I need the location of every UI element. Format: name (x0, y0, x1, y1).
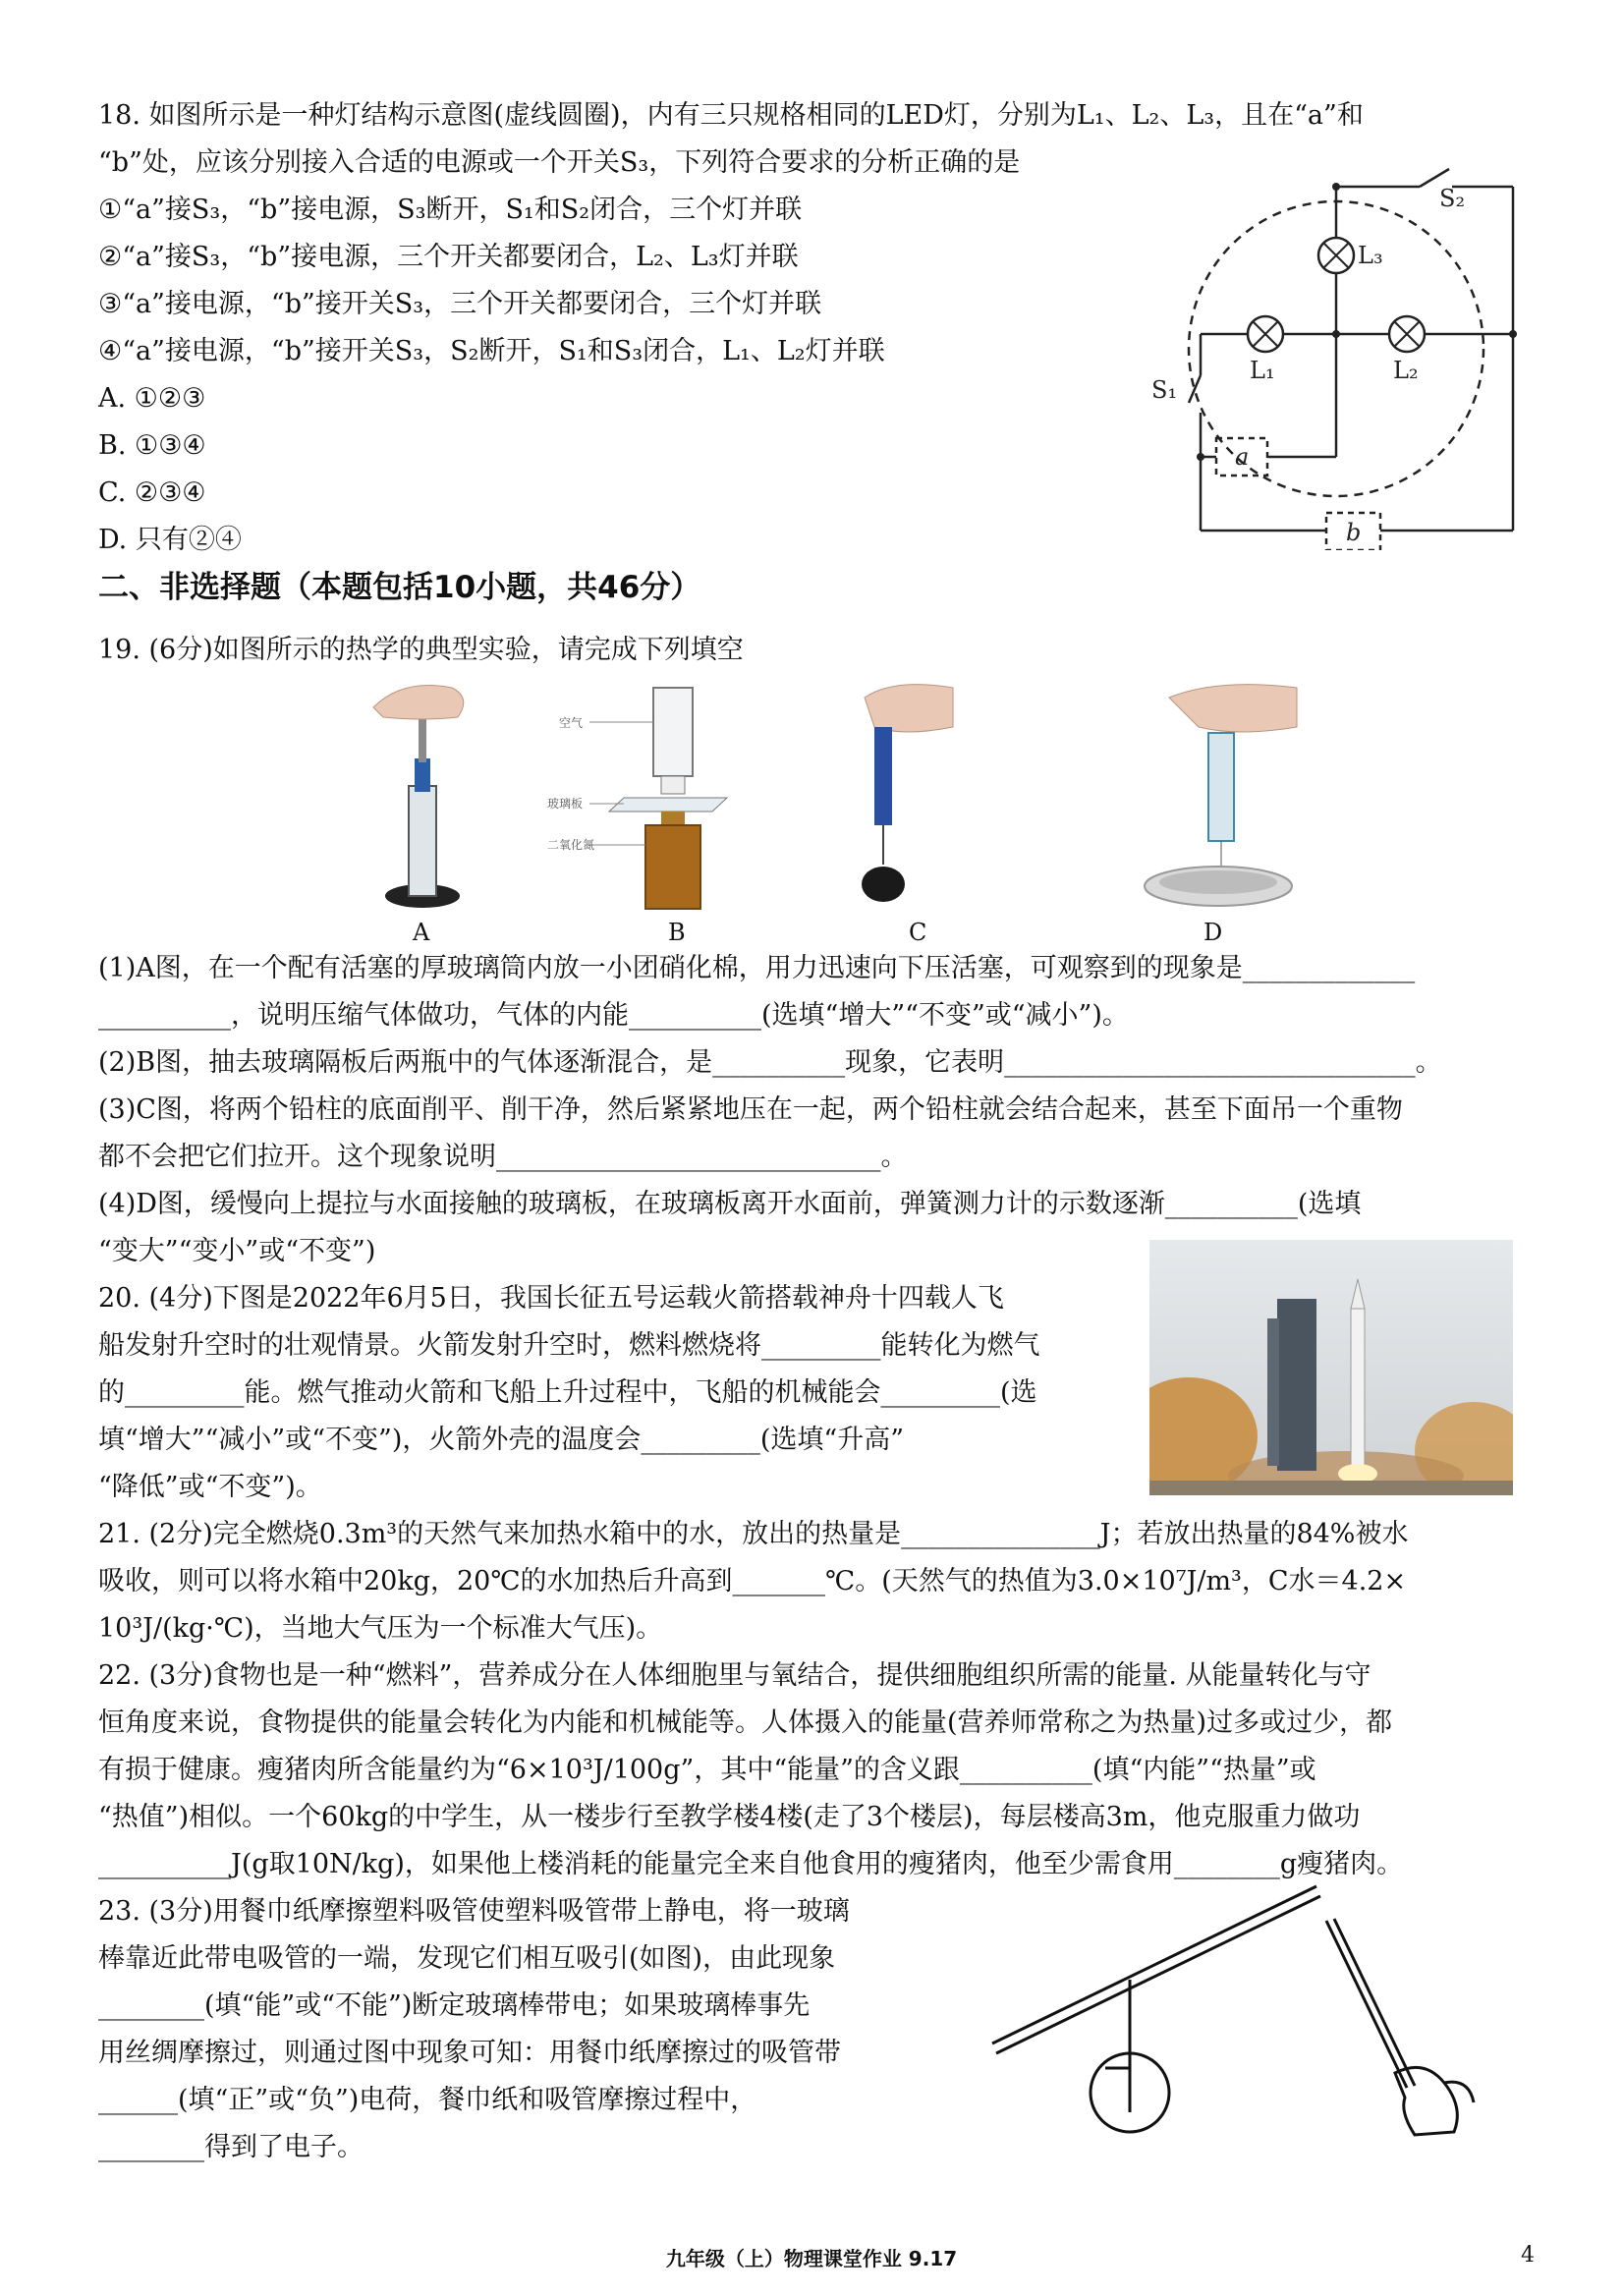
q18-option-1: ①“a”接S₃，“b”接电源，S₃断开，S₁和S₂闭合，三个灯并联 (98, 195, 803, 225)
q23-line-4: 用丝绸摩擦过，则通过图中现象可知：用餐巾纸摩擦过的吸管带 (98, 2038, 841, 2068)
q20-line-4: 填“增大”“减小”或“不变”)，火箭外壳的温度会_________(选填“升高” (98, 1425, 904, 1455)
q22-line-4: “热值”)相似。一个60kg的中学生，从一楼步行至教学楼4楼(走了3个楼层)，每层楼高3m，他克服重力做功 (98, 1802, 1361, 1832)
q19-part-3-line-2: 都不会把它们拉开。这个现象说明_____________________________。 (98, 1142, 908, 1172)
rocket-launch-photo (1149, 1240, 1513, 1495)
q18-line-2: “b”处，应该分别接入合适的电源或一个开关S₃，下列符合要求的分析正确的是 (98, 147, 1021, 178)
figure-d-spring-scale (1130, 678, 1307, 914)
q18-option-2: ②“a”接S₃，“b”接电源，三个开关都要闭合，L₂、L₃灯并联 (98, 242, 799, 272)
q18-choice-c: C. ②③④ (98, 477, 206, 508)
figure-b-label-air: 空气 (559, 716, 584, 730)
q21-line-3: 10³J/(kg·℃)，当地大气压为一个标准大气压)。 (98, 1613, 663, 1644)
figure-c-lead-cylinders (815, 678, 963, 914)
label-s1: S₁ (1151, 376, 1178, 404)
q18-choice-b: B. ①③④ (98, 430, 206, 461)
q19-part-1-line-1: (1)A图，在一个配有活塞的厚玻璃筒内放一小团硝化棉，用力迅速向下压活塞，可观察到的现象是_____________ (98, 953, 1416, 983)
page-footer: 九年级（上）物理课堂作业 9.17 (665, 2247, 958, 2270)
q18-option-3: ③“a”接电源，“b”接开关S₃，三个开关都要闭合，三个灯并联 (98, 289, 822, 319)
page-number: 4 (1521, 2243, 1535, 2268)
q22-line-5: __________J(g取10N/kg)，如果他上楼消耗的能量完全来自他食用的瘦猪肉，他至少需食用________g瘦猪肉。 (98, 1849, 1404, 1879)
q21-line-1: 21. (2分)完全燃烧0.3m³的天然气来加热水箱中的水，放出的热量是_______________J；若放出热量的84%被水 (98, 1519, 1409, 1549)
q21-line-2: 吸收，则可以将水箱中20kg，20℃的水加热后升高到_______℃。(天然气的热值为3.0×10⁷J/m³，C水＝4.2× (98, 1566, 1407, 1596)
q18-option-4: ④“a”接电源，“b”接开关S₃，S₂断开，S₁和S₃闭合，L₁、L₂灯并联 (98, 336, 885, 366)
label-l2: L₂ (1393, 357, 1419, 384)
q18-line-1: 18. 如图所示是一种灯结构示意图(虚线圆圈)，内有三只规格相同的LED灯，分别为L₁、L₂、L₃，且在“a”和 (98, 100, 1364, 131)
q19-part-2: (2)B图，抽去玻璃隔板后两瓶中的气体逐渐混合，是__________现象，它表明_______________________________。 (98, 1047, 1442, 1078)
label-a: a (1235, 443, 1250, 471)
straw-glass-rod-figure (982, 1881, 1493, 2147)
q18-choice-d: D. 只有②④ (98, 525, 242, 555)
figure-d-caption: D (1203, 919, 1223, 946)
figure-a-caption: A (413, 919, 430, 946)
label-s2: S₂ (1439, 185, 1466, 212)
figure-b-bottles (545, 678, 742, 914)
section-2-heading: 二、非选择题（本题包括10小题，共46分） (98, 570, 701, 605)
q23-line-2: 棒靠近此带电吸管的一端，发现它们相互吸引(如图)，由此现象 (98, 1943, 836, 1974)
q20-line-2: 船发射升空时的壮观情景。火箭发射升空时，燃料燃烧将_________能转化为燃气 (98, 1330, 1040, 1361)
q22-line-3: 有损于健康。瘦猪肉所含能量约为“6×10³J/100g”，其中“能量”的含义跟__________(填“内能”“热量”或 (98, 1755, 1316, 1785)
label-b: b (1346, 519, 1362, 546)
q19-part-3-line-1: (3)C图，将两个铅柱的底面削平、削干净，然后紧紧地压在一起，两个铅柱就会结合起来，甚至下面吊一个重物 (98, 1094, 1403, 1125)
figure-c-caption: C (909, 919, 927, 946)
q19-part-4-line-1: (4)D图，缓慢向上提拉与水面接触的玻璃板，在玻璃板离开水面前，弹簧测力计的示数逐渐__________(选填 (98, 1189, 1362, 1219)
q20-line-5: “降低”或“不变”)。 (98, 1472, 322, 1502)
q23-line-5: ______(填“正”或“负”)电荷，餐巾纸和吸管摩擦过程中， (98, 2085, 757, 2115)
circuit-diagram (1140, 157, 1533, 550)
switch-s1 (1189, 375, 1201, 403)
q23-line-1: 23. (3分)用餐巾纸摩擦塑料吸管使塑料吸管带上静电，将一玻璃 (98, 1896, 850, 1927)
q23-line-6: ________得到了电子。 (98, 2132, 364, 2162)
q23-line-3: ________(填“能”或“不能”)断定玻璃棒带电；如果玻璃棒事先 (98, 1990, 811, 2021)
figure-b-caption: B (668, 919, 686, 946)
q20-line-3: 的_________能。燃气推动火箭和飞船上升过程中，飞船的机械能会_________(选 (98, 1377, 1037, 1408)
q20-line-1: 20. (4分)下图是2022年6月5日，我国长征五号运载火箭搭载神舟十四载人飞 (98, 1283, 1004, 1314)
q19-part-1-line-2: __________，说明压缩气体做功，气体的内能__________(选填“增大”“不变”或“减小”)。 (98, 1000, 1129, 1031)
figure-b-label-glass: 玻璃板 (547, 797, 584, 811)
q19-part-4-line-2: “变大”“变小”或“不变”) (98, 1236, 376, 1266)
q22-line-1: 22. (3分)食物也是一种“燃料”，营养成分在人体细胞里与氧结合，提供细胞组织所需的能量. 从能量转化与守 (98, 1660, 1371, 1691)
q22-line-2: 恒角度来说，食物提供的能量会转化为内能和机械能等。人体摄入的能量(营养师常称之为热量)过多或过少，都 (98, 1708, 1393, 1738)
label-l1: L₁ (1250, 357, 1275, 384)
figure-b-label-no2: 二氧化氮 (547, 838, 595, 852)
figure-a-piston (364, 678, 481, 914)
q18-choice-a: A. ①②③ (98, 383, 206, 414)
label-l3: L₃ (1358, 242, 1383, 269)
q19-title: 19. (6分)如图所示的热学的典型实验，请完成下列填空 (98, 635, 744, 665)
